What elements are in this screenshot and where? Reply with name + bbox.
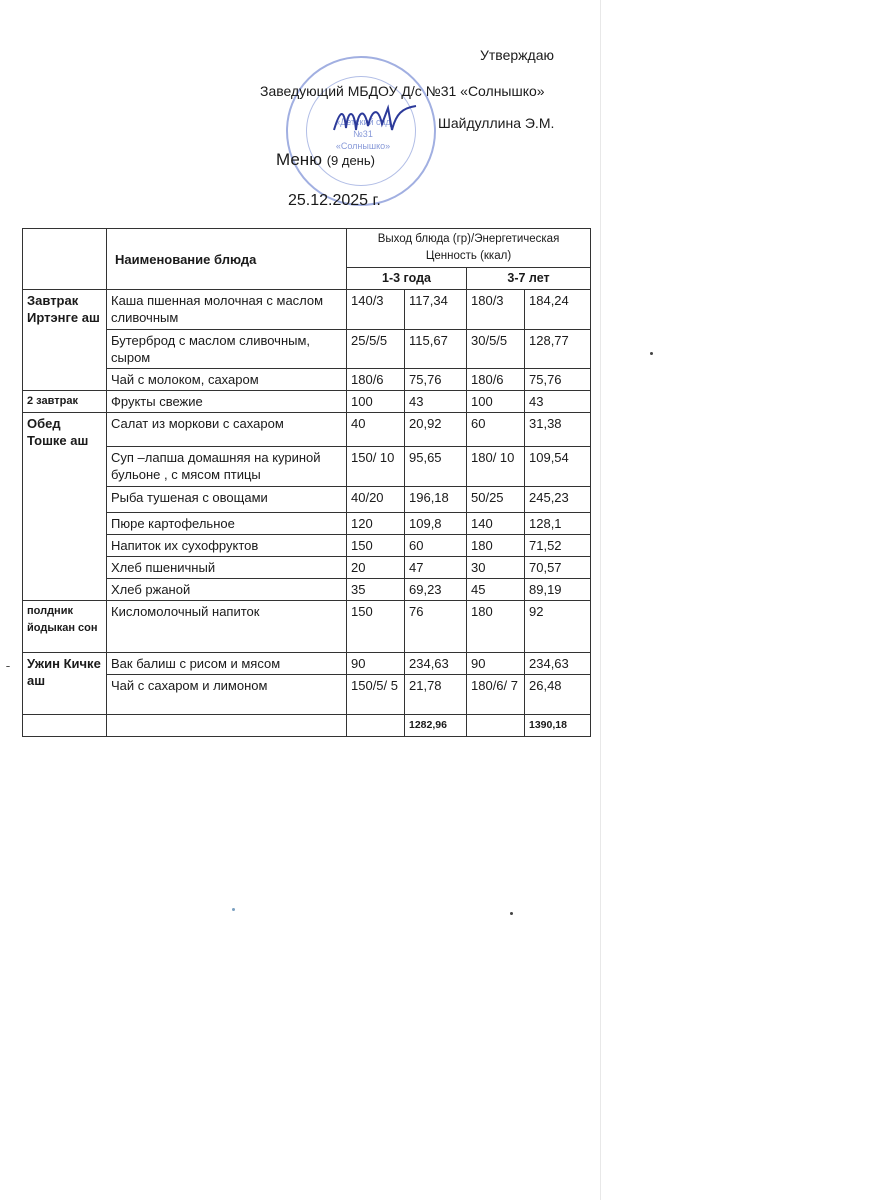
totals-blank — [467, 715, 525, 737]
weight-3-7: 140 — [467, 513, 525, 535]
stamp-line: «Детский сад — [335, 117, 391, 127]
dish-name: Хлеб ржаной — [107, 579, 347, 601]
weight-1-3: 120 — [347, 513, 405, 535]
scan-speck — [650, 352, 653, 355]
dish-name: Салат из моркови с сахаром — [107, 413, 347, 447]
weight-1-3: 150 — [347, 535, 405, 557]
menu-table — [22, 228, 591, 737]
energy-3-7: 26,48 — [525, 675, 591, 715]
energy-1-3: 109,8 — [405, 513, 467, 535]
weight-1-3: 20 — [347, 557, 405, 579]
total-energy-1-3: 1282,96 — [405, 715, 467, 737]
stamp-line: «Солнышко» — [335, 141, 391, 151]
scan-speck — [6, 666, 10, 667]
menu-title-day: (9 день) — [326, 153, 375, 168]
menu-title — [276, 150, 375, 170]
weight-1-3: 40/20 — [347, 487, 405, 513]
head-position: Заведующий МБДОУ Д/с №31 «Солнышко» — [260, 83, 545, 99]
meal-afternoon-snack: полдник йодыкан сон — [23, 601, 107, 653]
weight-3-7: 180/ 10 — [467, 447, 525, 487]
weight-1-3: 35 — [347, 579, 405, 601]
energy-1-3: 95,65 — [405, 447, 467, 487]
energy-3-7: 70,57 — [525, 557, 591, 579]
energy-1-3: 20,92 — [405, 413, 467, 447]
weight-1-3: 180/6 — [347, 369, 405, 391]
weight-1-3: 140/3 — [347, 290, 405, 330]
meal-breakfast: Завтрак Иртэнге аш — [23, 290, 107, 391]
menu-title-main: Меню — [276, 150, 322, 169]
meal-lunch: Обед Тошке аш — [23, 413, 107, 601]
approve-label: Утверждаю — [480, 47, 554, 63]
dish-name: Вак балиш с рисом и мясом — [107, 653, 347, 675]
energy-1-3: 234,63 — [405, 653, 467, 675]
dish-name: Пюре картофельное — [107, 513, 347, 535]
table-row — [23, 330, 591, 369]
energy-1-3: 75,76 — [405, 369, 467, 391]
energy-1-3: 115,67 — [405, 330, 467, 369]
dish-name: Бутерброд с маслом сливочным, сыром — [107, 330, 347, 369]
energy-3-7: 109,54 — [525, 447, 591, 487]
column-age-3-7: 3-7 лет — [467, 268, 591, 290]
page-edge — [600, 0, 601, 1200]
table-row — [23, 653, 591, 675]
scan-speck — [510, 912, 513, 915]
dish-name: Кисломолочный напиток — [107, 601, 347, 653]
weight-1-3: 150/ 10 — [347, 447, 405, 487]
energy-1-3: 196,18 — [405, 487, 467, 513]
signature-icon — [330, 100, 420, 140]
weight-1-3: 150/5/ 5 — [347, 675, 405, 715]
energy-3-7: 71,52 — [525, 535, 591, 557]
weight-3-7: 100 — [467, 391, 525, 413]
totals-row — [23, 715, 591, 737]
energy-3-7: 234,63 — [525, 653, 591, 675]
stamp-line: №31 — [353, 129, 373, 139]
weight-3-7: 30/5/5 — [467, 330, 525, 369]
table-row — [23, 447, 591, 487]
energy-1-3: 76 — [405, 601, 467, 653]
meal-dinner: Ужин Кичке аш — [23, 653, 107, 715]
weight-3-7: 50/25 — [467, 487, 525, 513]
weight-3-7: 45 — [467, 579, 525, 601]
table-row — [23, 487, 591, 513]
total-energy-3-7: 1390,18 — [525, 715, 591, 737]
totals-blank — [347, 715, 405, 737]
weight-3-7: 180 — [467, 535, 525, 557]
weight-3-7: 180 — [467, 601, 525, 653]
weight-1-3: 100 — [347, 391, 405, 413]
weight-1-3: 90 — [347, 653, 405, 675]
table-row — [23, 413, 591, 447]
weight-3-7: 180/6/ 7 — [467, 675, 525, 715]
energy-3-7: 245,23 — [525, 487, 591, 513]
dish-name: Чай с молоком, сахаром — [107, 369, 347, 391]
weight-1-3: 40 — [347, 413, 405, 447]
menu-date: 25.12.2025 г. — [288, 192, 381, 209]
energy-3-7: 184,24 — [525, 290, 591, 330]
header-blank-cell — [23, 229, 107, 290]
weight-1-3: 150 — [347, 601, 405, 653]
column-output-energy: Выход блюда (гр)/Энергетическая Ценность (ккал) — [347, 229, 591, 268]
table-row — [23, 557, 591, 579]
column-age-1-3: 1-3 года — [347, 268, 467, 290]
dish-name: Рыба тушеная с овощами — [107, 487, 347, 513]
energy-1-3: 21,78 — [405, 675, 467, 715]
energy-3-7: 43 — [525, 391, 591, 413]
dish-name: Каша пшенная молочная с маслом сливочным — [107, 290, 347, 330]
column-dish-name: Наименование блюда — [107, 229, 347, 290]
energy-1-3: 60 — [405, 535, 467, 557]
signer-name: Шайдуллина Э.М. — [438, 115, 555, 131]
totals-blank — [107, 715, 347, 737]
weight-3-7: 180/6 — [467, 369, 525, 391]
weight-3-7: 60 — [467, 413, 525, 447]
meal-second-breakfast: 2 завтрак — [23, 391, 107, 413]
energy-3-7: 75,76 — [525, 369, 591, 391]
dish-name: Хлеб пшеничный — [107, 557, 347, 579]
weight-3-7: 180/3 — [467, 290, 525, 330]
dish-name: Суп –лапша домашняя на куриной бульоне , с мясом птицы — [107, 447, 347, 487]
table-row — [23, 601, 591, 653]
scan-speck — [232, 908, 235, 911]
table-row — [23, 513, 591, 535]
totals-blank — [23, 715, 107, 737]
energy-1-3: 117,34 — [405, 290, 467, 330]
dish-name: Напиток их сухофруктов — [107, 535, 347, 557]
weight-3-7: 30 — [467, 557, 525, 579]
table-row — [23, 579, 591, 601]
dish-name: Фрукты свежие — [107, 391, 347, 413]
table-row — [23, 290, 591, 330]
table-row — [23, 535, 591, 557]
energy-3-7: 31,38 — [525, 413, 591, 447]
energy-3-7: 89,19 — [525, 579, 591, 601]
weight-1-3: 25/5/5 — [347, 330, 405, 369]
energy-3-7: 92 — [525, 601, 591, 653]
energy-3-7: 128,77 — [525, 330, 591, 369]
energy-1-3: 69,23 — [405, 579, 467, 601]
table-row — [23, 369, 591, 391]
weight-3-7: 90 — [467, 653, 525, 675]
table-row — [23, 391, 591, 413]
energy-3-7: 128,1 — [525, 513, 591, 535]
dish-name: Чай с сахаром и лимоном — [107, 675, 347, 715]
energy-1-3: 43 — [405, 391, 467, 413]
table-row — [23, 675, 591, 715]
energy-1-3: 47 — [405, 557, 467, 579]
